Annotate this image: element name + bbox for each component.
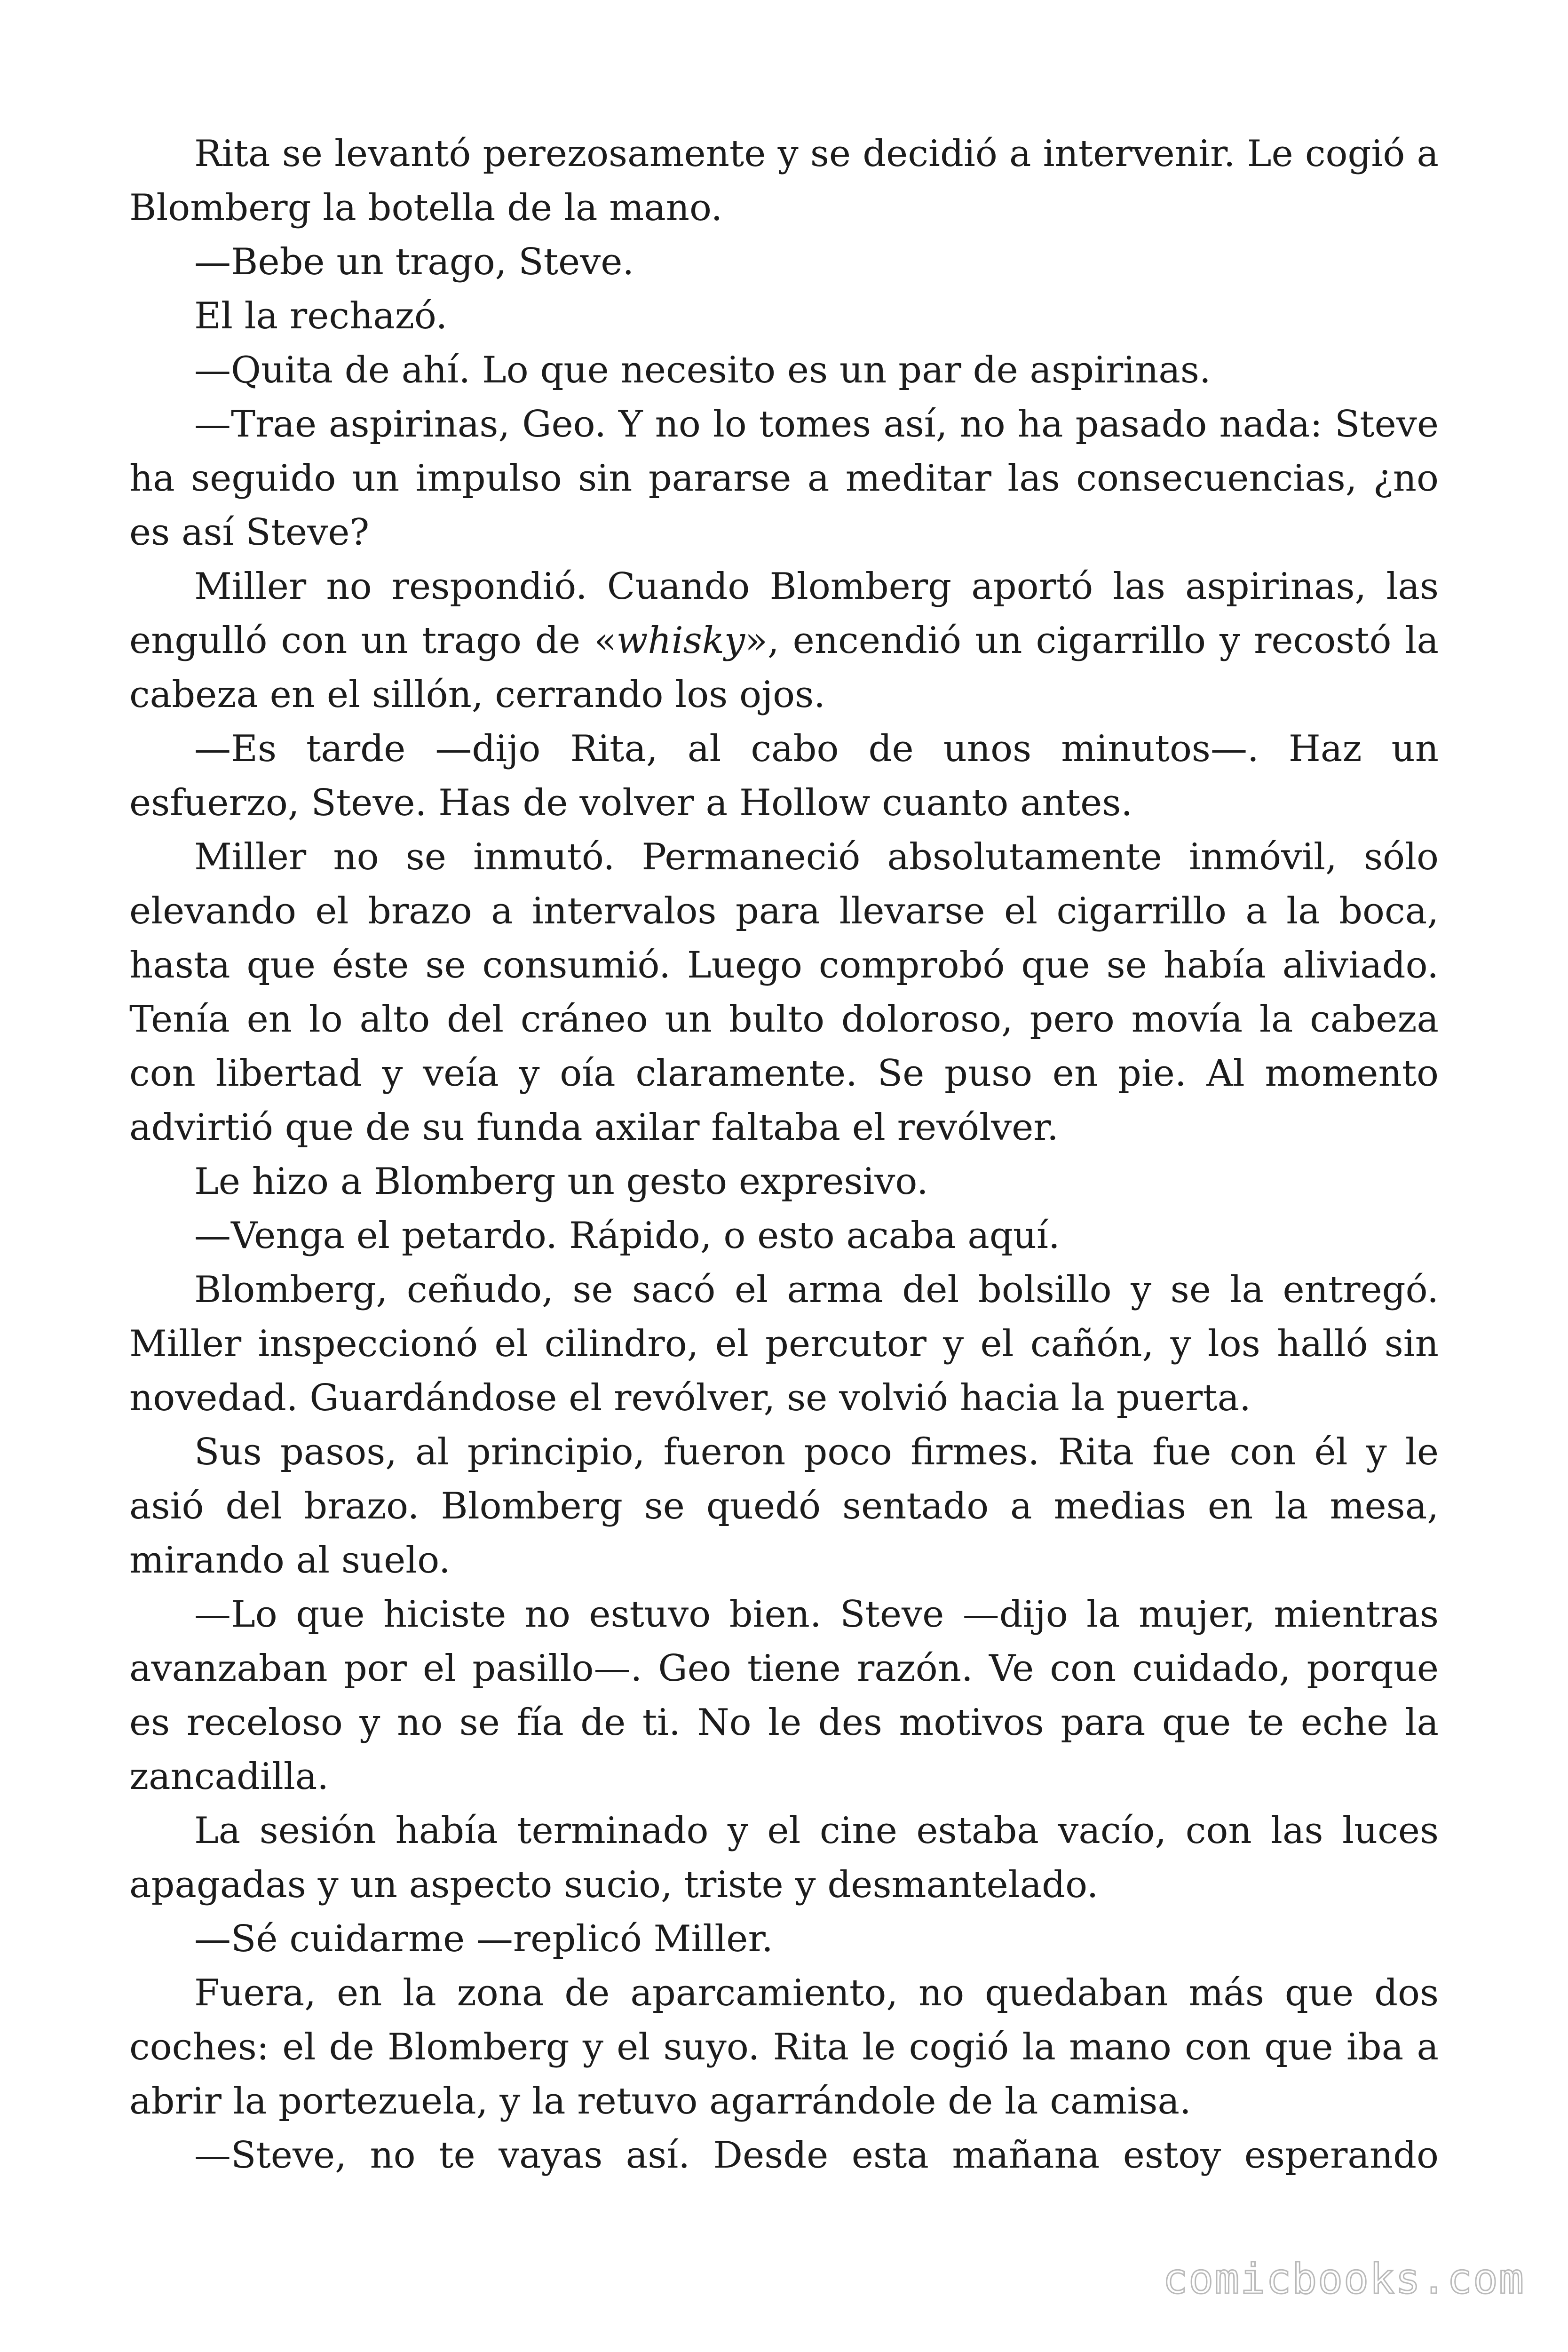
text-run: —Es tarde —dijo Rita, al cabo de unos minutos—. Haz un esfuerzo, Steve. Has de volver a Hollow cuanto antes. — [129, 728, 1439, 824]
text-run: Le hizo a Blomberg un gesto expresivo. — [194, 1160, 928, 1203]
paragraph — [129, 1804, 1439, 1912]
text-run: Sus pasos, al principio, fueron poco firmes. Rita fue con él y le asió del brazo. Blomberg se quedó sentado a medias en la mesa, mirando al suelo. — [129, 1431, 1439, 1581]
text-run: », encendió un cigarrillo y recostó la cabeza en el sillón, cerrando los ojos. — [129, 620, 1439, 716]
paragraph — [129, 2129, 1439, 2183]
paragraph — [129, 127, 1439, 235]
text-run: Miller no respondió. Cuando Blomberg aportó las aspirinas, las engulló con un trago de « — [129, 565, 1439, 662]
text-run: Miller no se inmutó. Permaneció absolutamente inmóvil, sólo elevando el brazo a intervalos para llevarse el cigarrillo a la boca, hasta que éste se consumió. Luego comprobó que se había aliviado. Tenía en lo alto del cráneo un bulto doloroso, pero movía la cabeza con libertad y veía y oía claramente. Se puso en pie. Al momento advirtió que de su funda axilar faltaba el revólver. — [129, 836, 1439, 1149]
text-run: La sesión había terminado y el cine estaba vacío, con las luces apagadas y un aspecto sucio, triste y desmantelado. — [129, 1810, 1439, 1906]
paragraph — [129, 343, 1439, 397]
watermark: comicbooks.com — [1163, 2255, 1525, 2303]
text-run: —Venga el petardo. Rápido, o esto acaba aquí. — [194, 1215, 1060, 1257]
paragraph — [129, 1588, 1439, 1804]
paragraph — [129, 560, 1439, 722]
paragraph — [129, 397, 1439, 560]
paragraph — [129, 1425, 1439, 1588]
italic-text: whisky — [616, 620, 745, 662]
paragraph — [129, 722, 1439, 830]
text-run: —Lo que hiciste no estuvo bien. Steve —dijo la mujer, mientras avanzaban por el pasillo—. Geo tiene razón. Ve con cuidado, porque es receloso y no se fía de ti. No le des motivos para que te eche la zancadilla. — [129, 1593, 1439, 1798]
text-run: Rita se levantó perezosamente y se decidió a intervenir. Le cogió a Blomberg la botella de la mano. — [129, 133, 1439, 229]
body-text — [129, 127, 1439, 2183]
text-run: —Quita de ahí. Lo que necesito es un par de aspirinas. — [194, 349, 1211, 391]
text-run: Fuera, en la zona de aparcamiento, no quedaban más que dos coches: el de Blomberg y el suyo. Rita le cogió la mano con que iba a abrir la portezuela, y la retuvo agarrándole de la camisa. — [129, 1972, 1439, 2122]
paragraph — [129, 830, 1439, 1155]
paragraph — [129, 1912, 1439, 1966]
paragraph — [129, 1966, 1439, 2129]
paragraph — [129, 1263, 1439, 1425]
text-run: Blomberg, ceñudo, se sacó el arma del bolsillo y se la entregó. Miller inspeccionó el cilindro, el percutor y el cañón, y los halló sin novedad. Guardándose el revólver, se volvió hacia la puerta. — [129, 1269, 1439, 1419]
text-run: —Trae aspirinas, Geo. Y no lo tomes así, no ha pasado nada: Steve ha seguido un impulso sin pararse a meditar las consecuencias, ¿no es así Steve? — [129, 403, 1439, 554]
paragraph — [129, 235, 1439, 289]
paragraph — [129, 1155, 1439, 1209]
paragraph — [129, 289, 1439, 343]
paragraph — [129, 1209, 1439, 1263]
text-run: El la rechazó. — [194, 295, 448, 337]
text-run: —Sé cuidarme —replicó Miller. — [194, 1918, 773, 1960]
text-run: —Steve, no te vayas así. Desde esta mañana estoy esperando — [194, 2134, 1439, 2177]
text-run: —Bebe un trago, Steve. — [194, 241, 634, 283]
